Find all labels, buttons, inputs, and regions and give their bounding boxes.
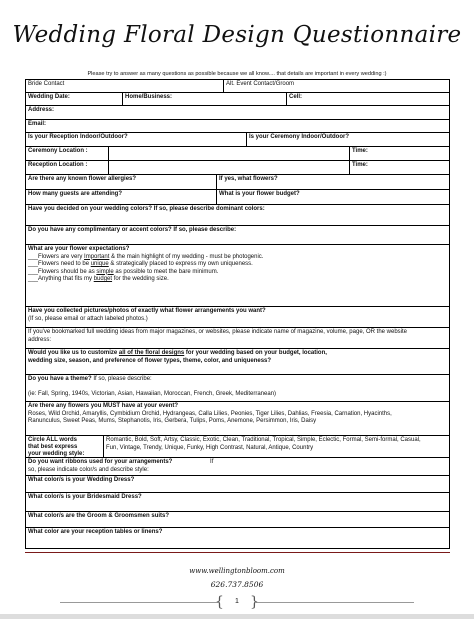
- wedding-date-label: Wedding Date:: [28, 94, 70, 100]
- ceremony-location-input[interactable]: [108, 147, 349, 160]
- tables-field[interactable]: [26, 528, 449, 548]
- guests-field[interactable]: [26, 190, 216, 204]
- groomsmen-label: What color/s are the Groom & Groomsmen suits?: [28, 513, 170, 519]
- photos-field[interactable]: [26, 307, 449, 327]
- styles-list2: Fun, Vintage, Trendy, Unique, Funky, High Contrast, Natural, Antique, Country: [106, 444, 314, 451]
- musthave-field[interactable]: [26, 402, 449, 435]
- wedding-date-field[interactable]: [26, 93, 122, 105]
- expectation-option-budget[interactable]: ___Anything that fits my budget for the wedding size.: [28, 276, 169, 282]
- customize-field[interactable]: [26, 349, 449, 374]
- bridesmaid-field[interactable]: [26, 493, 449, 511]
- row-groomsmen: [26, 512, 449, 528]
- groomsmen-field[interactable]: [26, 512, 449, 527]
- colors-label: Have you decided on your wedding colors? If so, please describe dominant colors:: [28, 206, 265, 212]
- ceremony-indoor-field[interactable]: [246, 133, 449, 146]
- page-number: 1: [235, 598, 239, 605]
- reception-time-label: Time:: [352, 162, 368, 168]
- photos-sub: (If so, please email or attach labeled photos.): [28, 315, 148, 322]
- bride-contact-field[interactable]: [26, 80, 223, 92]
- left-brace-icon: {: [215, 594, 224, 610]
- guests-label: How many guests are attending?: [28, 191, 123, 197]
- styles-options[interactable]: [103, 436, 449, 457]
- reception-location-input[interactable]: [108, 161, 349, 174]
- expectations-title: What are your flower expectations?: [28, 246, 130, 252]
- ceremony-time-field[interactable]: [349, 147, 449, 160]
- tables-label: What color are your reception tables or linens?: [28, 529, 163, 535]
- bookmarked-field[interactable]: [26, 328, 449, 348]
- intro-text: Please try to answer as many questions as possible because we all know.... that details are important in every wedding :): [87, 71, 387, 77]
- bookmarked-line1: If you've bookmarked full wedding ideas from major magazines, or websites, please indicate name of magazine, volume, page, OR the website: [28, 329, 408, 335]
- budget-label: What is your flower budget?: [219, 191, 300, 197]
- footer-phone: 626.737.8506: [210, 580, 264, 589]
- customize-line2: wedding size, season, and preference of flower types, theme, color, and uniqueness?: [28, 357, 272, 364]
- complimentary-label: Do you have any complimentary or accent colors? If so, please describe:: [28, 227, 237, 233]
- row-complimentary: [26, 226, 449, 245]
- styles-list1: Romantic, Bold, Soft, Artsy, Classic, Exotic, Clean, Traditional, Tropical, Simple, Eclectic, Formal, Semi-formal, Casual,: [106, 437, 421, 443]
- theme-field[interactable]: [26, 375, 449, 401]
- bride-contact-label: Bride Contact: [28, 81, 65, 87]
- alt-contact-field[interactable]: [223, 80, 449, 92]
- alt-contact-label: Alt. Event Contact/Groom: [226, 81, 295, 87]
- row-guests-budget: [26, 190, 449, 205]
- row-address: [26, 106, 449, 120]
- cell-label: Cell:: [289, 94, 303, 100]
- photos-label: Have you collected pictures/photos of exactly what flower arrangements you want?: [28, 308, 266, 314]
- row-date-phone: [26, 93, 449, 106]
- complimentary-field[interactable]: [26, 226, 449, 244]
- ceremony-location-label: Ceremony Location :: [28, 148, 88, 154]
- row-tables: [26, 528, 449, 548]
- row-contacts: [26, 80, 449, 93]
- expectation-option-simple[interactable]: ___Flowers should be as simple as possible to meet the bare minimum.: [28, 268, 219, 275]
- home-business-label: Home/Business:: [125, 94, 173, 100]
- row-theme: [26, 375, 449, 402]
- right-brace-icon: }: [250, 594, 259, 610]
- bridesmaid-label: What color/s is your Bridesmaid Dress?: [28, 494, 142, 500]
- row-ceremony-location: [26, 147, 449, 161]
- row-musthave: [26, 402, 449, 436]
- ribbons-field[interactable]: [26, 458, 449, 475]
- home-business-field[interactable]: [122, 93, 286, 105]
- row-customize: [26, 349, 449, 375]
- musthave-list1: Roses, Wild Orchid, Amaryllis, Cymbidium Orchid, Hydrangeas, Calla Lilies, Peonies, Tiger Lilies, Dahlias, Freesia, Carnation, Hyacinths,: [28, 410, 392, 417]
- ribbons-line1: Do you want ribbons used for your arrangements? If: [28, 459, 214, 465]
- expectation-option-unique[interactable]: ___Flowers need to be unique & strategically placed to express my own uniqueness.: [28, 261, 253, 267]
- ceremony-indoor-label: Is your Ceremony Indoor/Outdoor?: [249, 134, 350, 140]
- allergies-field[interactable]: [26, 175, 216, 189]
- customize-line1: Would you like us to customize all of the floral designs for your wedding based on your budget, location,: [28, 350, 327, 356]
- ribbons-line2: so, please indicate color/s and describe style:: [28, 466, 149, 473]
- which-flowers-label: If yes, what flowers?: [219, 176, 278, 182]
- bookmarked-line2: address:: [28, 336, 52, 343]
- email-field[interactable]: [26, 120, 449, 132]
- reception-indoor-field[interactable]: [26, 133, 246, 146]
- allergies-label: Are there any known flower allergies?: [28, 176, 137, 182]
- musthave-list2: Ranunculus, Sweet Peas, Mums, Stephanotis, Iris, Gerbera, Tulips, Poms, Anemone, Persimmon, Iris, Daisy: [28, 418, 317, 424]
- footer-divider: [25, 552, 450, 553]
- cell-field[interactable]: [286, 93, 449, 105]
- budget-field[interactable]: [216, 190, 449, 204]
- address-label: Address:: [28, 107, 55, 113]
- reception-location-label: Reception Location :: [28, 162, 88, 168]
- address-field[interactable]: [26, 106, 449, 119]
- questionnaire-form: [25, 79, 450, 549]
- row-indoor-outdoor: [26, 133, 449, 147]
- row-ribbons: [26, 458, 449, 476]
- circle-words-label: Circle ALL words that best express your wedding style:: [28, 437, 85, 457]
- reception-time-field[interactable]: [349, 161, 449, 174]
- reception-indoor-label: Is your Reception Indoor/Outdoor?: [28, 134, 128, 140]
- row-reception-location: [26, 161, 449, 175]
- which-flowers-field[interactable]: [216, 175, 449, 189]
- row-colors: [26, 205, 449, 226]
- footer-website: www.wellingtonbloom.com: [189, 567, 285, 575]
- colors-field[interactable]: [26, 205, 449, 225]
- row-expectations: [26, 245, 449, 307]
- expectations-section: [26, 245, 449, 306]
- theme-examples: (ie: Fall, Spring, 1940s, Victorian, Asian, Hawaiian, Moroccan, French, Greek, Mediterranean): [28, 390, 277, 397]
- musthave-title: Are there any flowers you MUST have at your event?: [28, 403, 179, 409]
- row-photos: [26, 307, 449, 328]
- dress-field[interactable]: [26, 476, 449, 492]
- page-title: Wedding Floral Design Questionnaire: [12, 22, 462, 48]
- row-dress: [26, 476, 449, 493]
- row-email: [26, 120, 449, 133]
- dress-label: What color/s is your Wedding Dress?: [28, 477, 135, 483]
- expectation-option-important[interactable]: ___Flowers are very Important & the main highlight of my wedding - must be photogenic.: [28, 253, 264, 260]
- row-bookmarked: [26, 328, 449, 349]
- ceremony-time-label: Time:: [352, 148, 368, 154]
- row-bridesmaid: [26, 493, 449, 512]
- theme-label: Do you have a theme? If so, please describe:: [28, 376, 152, 382]
- email-label: Email:: [28, 121, 47, 127]
- row-styles: [26, 436, 449, 458]
- row-allergies: [26, 175, 449, 190]
- page-bottom-edge: [0, 614, 474, 619]
